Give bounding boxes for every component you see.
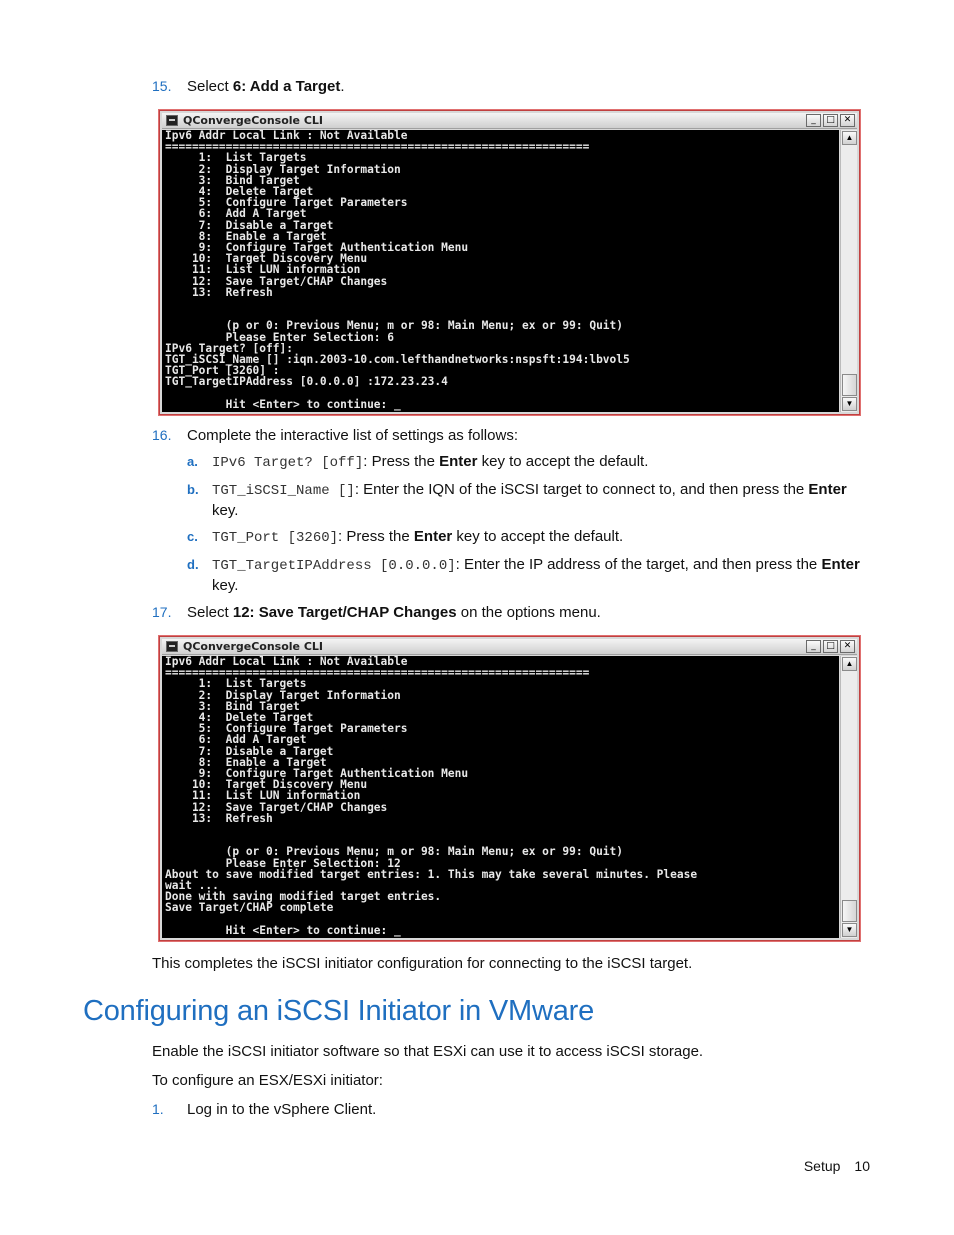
footer-section: Setup (803, 1158, 841, 1174)
substep-text-end: key. (212, 577, 239, 594)
substep-text: : Enter the IP address of the target, and then press the (455, 556, 822, 573)
substep-key: Enter (821, 556, 860, 573)
scroll-up-icon[interactable]: ▲ (842, 657, 857, 671)
scroll-up-icon[interactable]: ▲ (842, 131, 857, 145)
terminal-text: Ipv6 Addr Local Link : Not Available =============================================================== 1: List Targets 2: Display Target Information 3: Bind Target 4: Delete Target 5: Configure Target Parameters 6: Add A Target 7: Disable a Target 8: Enable a Target 9: Configure Target Authentication Menu 10: Target Discovery Menu 11: List LUN information 12: Save Target/CHAP Changes 13: Refresh (p or 0: Previous Menu; m or 98: Main Menu; ex or 99: Quit) Please Enter Selection: 6 IPv6 Target? [off]: TGT_iSCSI_Name [] :iqn.2003-10.com.lefthandnetworks:nspsft:194:lbvol5 TGT_Port [3260] : TGT_TargetIPAddress [0.0.0.0] :172.23.23.4 Hit <Enter> to continue: _ (165, 130, 630, 411)
completion-text: This completes the iSCSI initiator configuration for connecting to the iSCSI target. (152, 955, 693, 972)
substep-a (187, 452, 877, 473)
step-text-end: . (340, 78, 345, 95)
step-bold-text: 12: Save Target/CHAP Changes (232, 604, 457, 621)
terminal-text: Ipv6 Addr Local Link : Not Available =============================================================== 1: List Targets 2: Display Target Information 3: Bind Target 4: Delete Target 5: Configure Target Parameters 6: Add A Target 7: Disable a Target 8: Enable a Target 9: Configure Target Authentication Menu 10: Target Discovery Menu 11: List LUN information 12: Save Target/CHAP Changes 13: Refresh (p or 0: Previous Menu; m or 98: Main Menu; ex or 99: Quit) Please Enter Selection: 12 About to save modified target entries: 1. This may take several minutes. Please wait ... Done with saving modified target entries. Save Target/CHAP complete Hit <Enter> to continue: _ (165, 656, 698, 937)
scroll-thumb[interactable] (842, 374, 857, 396)
step-17 (152, 602, 601, 623)
section-heading: Configuring an iSCSI Initiator in VMware (83, 995, 595, 1027)
substep-text-end: key to accept the default. (452, 528, 624, 545)
substep-key: Enter (413, 528, 453, 545)
intro-text: Enable the iSCSI initiator software so that ESXi can use it to access iSCSI storage. (152, 1043, 704, 1060)
substep-letter: a. (187, 454, 198, 469)
substep-text: : Press the (363, 453, 440, 470)
window-titlebar[interactable] (162, 639, 857, 655)
substep-d (187, 555, 877, 596)
substep-text: : Press the (338, 528, 414, 545)
step-text: Select (187, 604, 233, 621)
step-15 (152, 76, 345, 97)
close-button[interactable]: ✕ (840, 640, 855, 653)
substep-code: TGT_TargetIPAddress [0.0.0.0] (212, 558, 456, 574)
scroll-down-icon[interactable]: ▼ (842, 397, 857, 411)
minimize-button[interactable]: _ (806, 640, 821, 653)
substep-letter: b. (187, 482, 199, 497)
page-footer (790, 1158, 870, 1174)
step-number: 1. (152, 1101, 164, 1117)
console-app-icon (166, 641, 178, 652)
substep-text-end: key. (212, 502, 239, 519)
step-text: Select (187, 78, 233, 95)
vertical-scrollbar[interactable] (840, 656, 857, 938)
terminal-output[interactable] (162, 656, 839, 938)
minimize-button[interactable]: _ (806, 114, 821, 127)
substep-text: : Enter the IQN of the iSCSI target to connect to, and then press the (354, 481, 809, 498)
close-button[interactable]: ✕ (840, 114, 855, 127)
page-number: 10 (854, 1158, 870, 1174)
substep-letter: d. (187, 557, 199, 572)
substep-code: TGT_iSCSI_Name [] (212, 483, 355, 499)
substep-key: Enter (808, 481, 847, 498)
step-bold-text: 6: Add a Target (232, 78, 341, 95)
scroll-down-icon[interactable]: ▼ (842, 923, 857, 937)
substep-c (187, 527, 877, 548)
console-app-icon (166, 115, 178, 126)
step-1 (152, 1099, 376, 1120)
step-number: 15. (152, 78, 172, 94)
substep-key: Enter (439, 453, 478, 470)
console-window-2 (159, 636, 860, 941)
terminal-output[interactable] (162, 130, 839, 412)
step-text: Complete the interactive list of settings as follows: (187, 427, 518, 444)
window-titlebar[interactable] (162, 113, 857, 129)
step-text-end: on the options menu. (456, 604, 601, 621)
substep-code: TGT_Port [3260] (212, 530, 339, 546)
maximize-button[interactable]: □ (823, 640, 838, 653)
step-16 (152, 425, 518, 446)
step-text: Log in to the vSphere Client. (187, 1101, 377, 1118)
scroll-thumb[interactable] (842, 900, 857, 922)
maximize-button[interactable]: □ (823, 114, 838, 127)
substep-b (187, 480, 877, 521)
console-window-1 (159, 110, 860, 415)
substep-letter: c. (187, 529, 198, 544)
window-title: QConvergeConsole CLI (183, 640, 324, 653)
step-number: 17. (152, 604, 172, 620)
step-number: 16. (152, 427, 172, 443)
substep-code: IPv6 Target? [off] (212, 455, 364, 471)
to-configure-text: To configure an ESX/ESXi initiator: (152, 1072, 383, 1089)
window-title: QConvergeConsole CLI (183, 114, 324, 127)
substep-text-end: key to accept the default. (477, 453, 649, 470)
vertical-scrollbar[interactable] (840, 130, 857, 412)
